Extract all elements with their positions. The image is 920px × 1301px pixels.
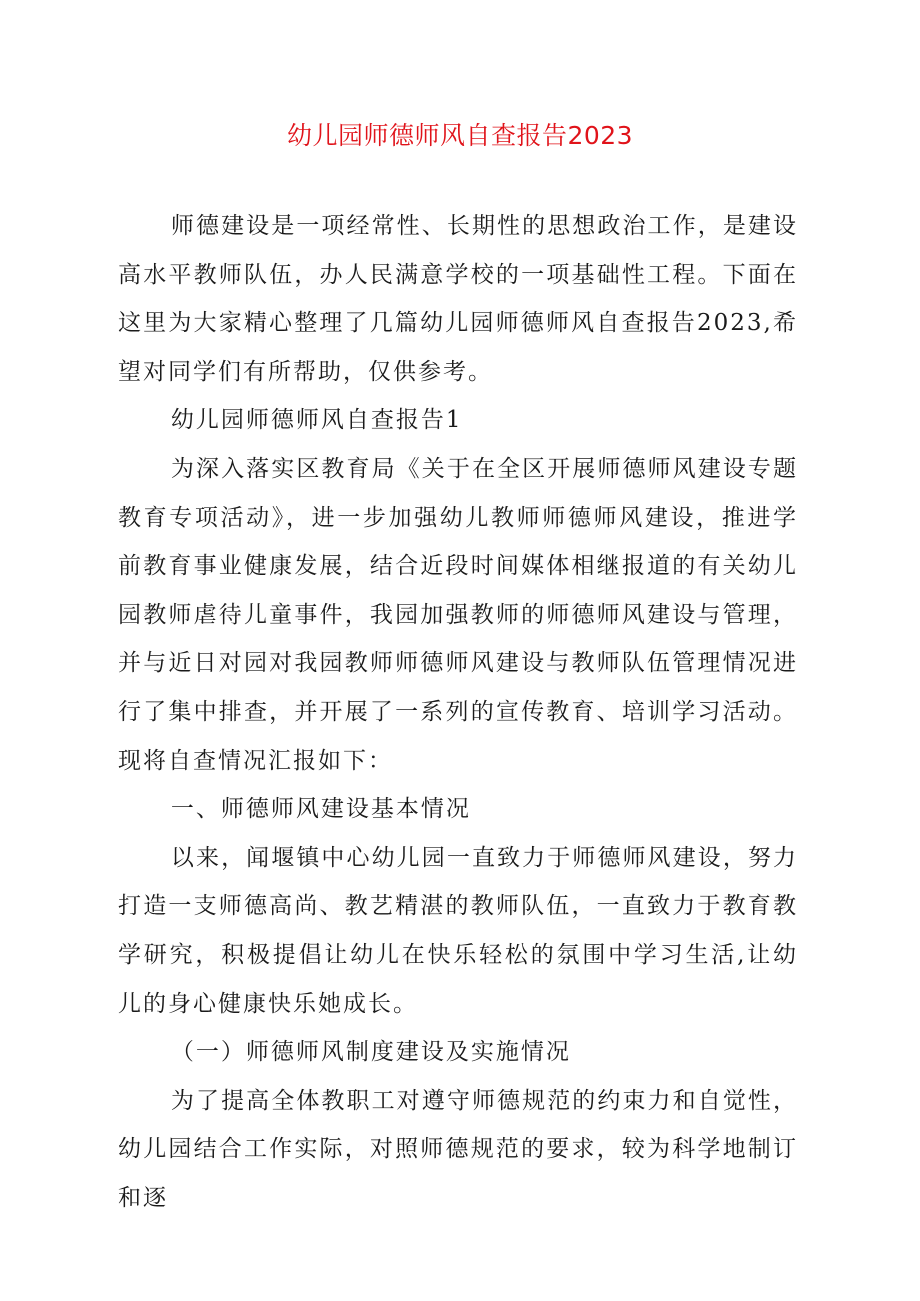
subsection-heading-1: （一）师德师风制度建设及实施情况 [170, 1039, 571, 1066]
document-body [118, 202, 798, 1222]
intro-paragraph: 师德建设是一项经常性、长期性的思想政治工作，是建设高水平教师队伍，办人民满意学校的一项基础性工程。下面在这里为大家精心整理了几篇幼儿园师德师风自查报告2023,希望对同学们有所帮助，仅供参考。 [118, 213, 798, 385]
document-title: 幼儿园师德师风自查报告2023 [286, 121, 634, 150]
report-subtitle: 幼儿园师德师风自查报告1 [170, 407, 463, 434]
subsection-1-paragraph: 为了提高全体教职工对遵守师德规范的约束力和自觉性，幼儿园结合工作实际，对照师德规范的要求，较为科学地制订和逐 [118, 1087, 798, 1211]
background-paragraph: 为深入落实区教育局《关于在全区开展师德师风建设专题教育专项活动》，进一步加强幼儿教师师德师风建设，推进学前教育事业健康发展，结合近段时间媒体相继报道的有关幼儿园教师虐待儿童事件，我园加强教师的师德师风建设与管理，并与近日对园对我园教师师德师风建设与教师队伍管理情况进行了集中排查，并开展了一系列的宣传教育、培训学习活动。现将自查情况汇报如下： [118, 455, 798, 774]
section-1-paragraph: 以来，闻堰镇中心幼儿园一直致力于师德师风建设，努力打造一支师德高尚、教艺精湛的教师队伍，一直致力于教育教学研究，积极提倡让幼儿在快乐轻松的氛围中学习生活,让幼儿的身心健康快乐她成长。 [118, 844, 798, 1017]
section-heading-1: 一、师德师风建设基本情况 [170, 796, 471, 823]
